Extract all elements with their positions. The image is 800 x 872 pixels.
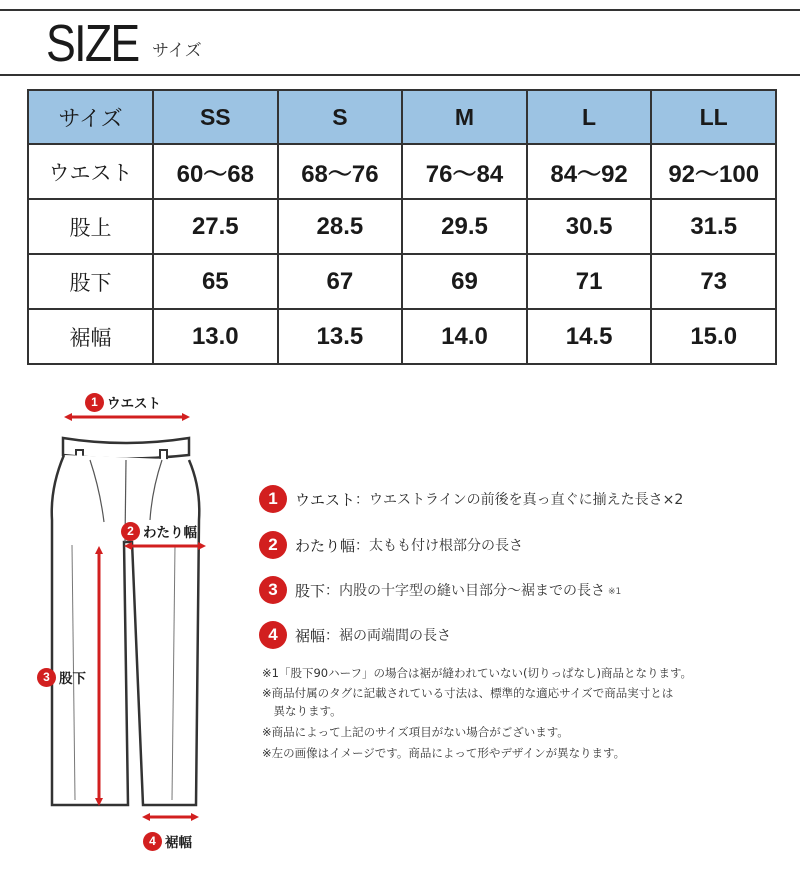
table-row-inseam (28, 254, 776, 309)
note-line: ※商品によって上記のサイズ項目がない場合がございます。 (262, 725, 569, 739)
table-row-rise (28, 199, 776, 254)
table-cell: 76〜84 (402, 144, 527, 199)
diagram-label-hem (143, 831, 192, 851)
table-row-hem-width (28, 309, 776, 364)
table-cell: 60〜68 (153, 144, 278, 199)
row-label: 裾幅 (28, 309, 153, 364)
note-line: ※左の画像はイメージです。商品によって形やデザインが異なります。 (262, 746, 626, 760)
footnote-marker: ※1 (608, 587, 622, 597)
table-cell: 28.5 (278, 199, 403, 254)
diagram-label-text: 裾幅 (165, 835, 192, 851)
legend-term: 裾幅 (295, 626, 326, 645)
pants-diagram (0, 380, 230, 872)
table-cell: 29.5 (402, 199, 527, 254)
row-label: 股下 (28, 254, 153, 309)
table-cell: 13.5 (278, 309, 403, 364)
header-rule (0, 74, 800, 76)
table-cell: 15.0 (651, 309, 776, 364)
number-badge: 4 (259, 621, 287, 649)
row-label: 股上 (28, 199, 153, 254)
legend-item-hem (259, 620, 451, 650)
table-row-waist (28, 144, 776, 199)
number-badge: 4 (143, 832, 162, 851)
number-badge: 2 (259, 531, 287, 559)
column-header-size: サイズ (28, 90, 153, 144)
diagram-label-waist (85, 392, 161, 412)
diagram-label-thigh (121, 521, 197, 541)
table-cell: 69 (402, 254, 527, 309)
table-cell: 31.5 (651, 199, 776, 254)
table-cell: 67 (278, 254, 403, 309)
column-header-ss: SS (153, 90, 278, 144)
table-cell: 27.5 (153, 199, 278, 254)
number-badge: 1 (85, 393, 104, 412)
diagram-label-text: 股下 (59, 671, 86, 687)
number-badge: 3 (37, 668, 56, 687)
column-header-l: L (527, 90, 652, 144)
diagram-label-text: わたり幅 (143, 525, 197, 541)
legend-description: ：内股の十字型の縫い目部分〜裾までの長さ (325, 583, 606, 599)
row-label: ウエスト (28, 144, 153, 199)
number-badge: 3 (259, 576, 287, 604)
legend-term: ウエスト (295, 490, 356, 509)
table-cell: 14.0 (402, 309, 527, 364)
size-table (27, 89, 777, 365)
legend-description: ：ウエストラインの前後を真っ直ぐに揃えた長さ×2 (355, 492, 684, 508)
table-cell: 13.0 (153, 309, 278, 364)
column-header-ll: LL (651, 90, 776, 144)
diagram-label-text: ウエスト (107, 396, 161, 412)
table-cell: 14.5 (527, 309, 652, 364)
pants-illustration (0, 380, 230, 872)
table-cell: 84〜92 (527, 144, 652, 199)
legend-term: 股下 (295, 581, 326, 600)
note-line: ※1「股下90ハーフ」の場合は裾が縫われていない(切りっぱなし)商品となります。 (262, 666, 693, 680)
table-cell: 71 (527, 254, 652, 309)
note-line: 異なります。 (262, 704, 342, 718)
number-badge: 1 (259, 485, 287, 513)
legend-item-thigh (259, 530, 523, 560)
legend-description: ：裾の両端間の長さ (325, 628, 452, 644)
page-title: SIZE (46, 15, 139, 73)
diagram-label-inseam (37, 667, 86, 687)
page-subtitle: サイズ (152, 41, 202, 61)
table-cell: 73 (651, 254, 776, 309)
top-rule (0, 9, 800, 11)
table-cell: 65 (153, 254, 278, 309)
size-table-header-row (28, 90, 776, 144)
legend-item-waist (259, 484, 683, 514)
table-cell: 30.5 (527, 199, 652, 254)
table-cell: 68〜76 (278, 144, 403, 199)
legend-description: ：太もも付け根部分の長さ (355, 538, 524, 554)
legend-item-inseam (259, 575, 621, 605)
table-cell: 92〜100 (651, 144, 776, 199)
column-header-m: M (402, 90, 527, 144)
column-header-s: S (278, 90, 403, 144)
legend-term: わたり幅 (295, 536, 356, 555)
note-line: ※商品付属のタグに記載されている寸法は、標準的な適応サイズで商品実寸とは (262, 686, 674, 700)
number-badge: 2 (121, 522, 140, 541)
